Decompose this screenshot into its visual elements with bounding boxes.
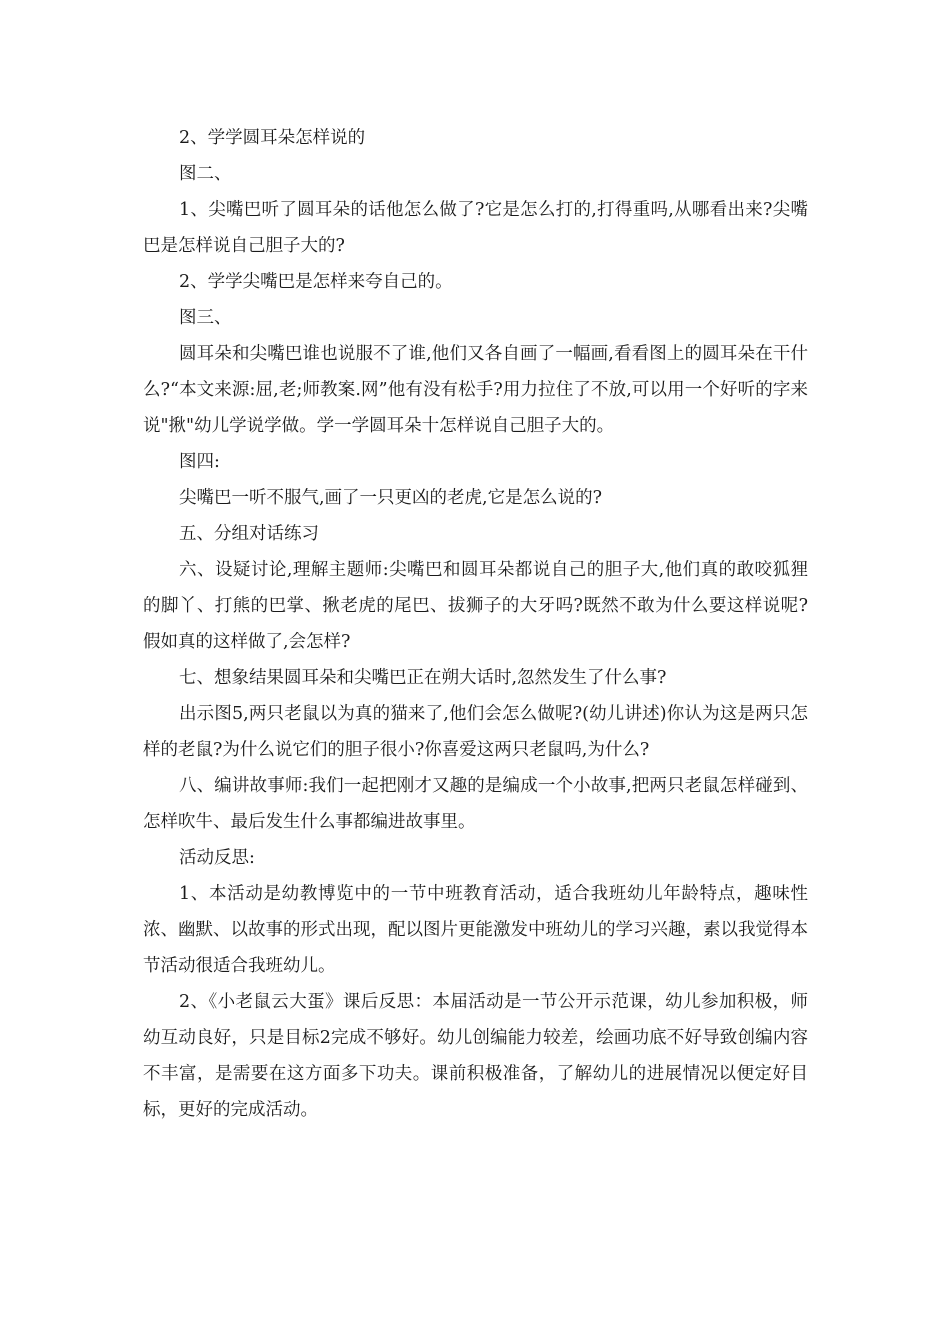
figure-heading: 图四: <box>179 452 220 472</box>
paragraph: 1、尖嘴巴听了圆耳朵的话他怎么做了?它是怎么打的,打得重吗,从哪看出来?尖嘴巴是怎样说自己胆子大的? <box>143 200 808 256</box>
paragraph: 尖嘴巴一听不服气,画了一只更凶的老虎,它是怎么说的? <box>179 488 603 508</box>
figure-heading: 图三、 <box>179 308 232 328</box>
document-body <box>143 120 808 1128</box>
section-heading: 五、分组对话练习 <box>179 524 319 544</box>
item-heading: 2、学学尖嘴巴是怎样来夸自己的。 <box>179 272 453 292</box>
figure-heading: 图二、 <box>179 164 232 184</box>
paragraph: 七、想象结果圆耳朵和尖嘴巴正在朔大话时,忽然发生了什么事? <box>179 668 667 688</box>
paragraph: 圆耳朵和尖嘴巴谁也说服不了谁,他们又各自画了一幅画,看看图上的圆耳朵在干什么?“本文来源:屈,老;师教案.网”他有没有松手?用力拉住了不放,可以用一个好听的字来说"揪"幼儿学说学做。学一学圆耳朵十怎样说自己胆子大的。 <box>143 344 808 436</box>
section-heading: 活动反思: <box>179 848 255 868</box>
paragraph: 六、设疑讨论,理解主题师:尖嘴巴和圆耳朵都说自己的胆子大,他们真的敢咬狐狸的脚丫、打熊的巴掌、揪老虎的尾巴、拔狮子的大牙吗?既然不敢为什么要这样说呢?假如真的这样做了,会怎样? <box>143 560 808 652</box>
paragraph: 1、本活动是幼教博览中的一节中班教育活动，适合我班幼儿年龄特点，趣味性浓、幽默、以故事的形式出现，配以图片更能激发中班幼儿的学习兴趣，素以我觉得本节活动很适合我班幼儿。 <box>143 884 808 976</box>
item-heading: 2、学学圆耳朵怎样说的 <box>179 128 366 148</box>
paragraph: 2、《小老鼠云大蛋》课后反思：本届活动是一节公开示范课，幼儿参加积极，师幼互动良好，只是目标2完成不够好。幼儿创编能力较差，绘画功底不好导致创编内容不丰富，是需要在这方面多下功夫。课前积极准备，了解幼儿的进展情况以便定好目标，更好的完成活动。 <box>143 992 808 1120</box>
paragraph: 出示图5,两只老鼠以为真的猫来了,他们会怎么做呢?(幼儿讲述)你认为这是两只怎样的老鼠?为什么说它们的胆子很小?你喜爱这两只老鼠吗,为什么? <box>143 704 808 760</box>
paragraph: 八、编讲故事师:我们一起把刚才又趣的是编成一个小故事,把两只老鼠怎样碰到、怎样吹牛、最后发生什么事都编进故事里。 <box>143 776 808 832</box>
